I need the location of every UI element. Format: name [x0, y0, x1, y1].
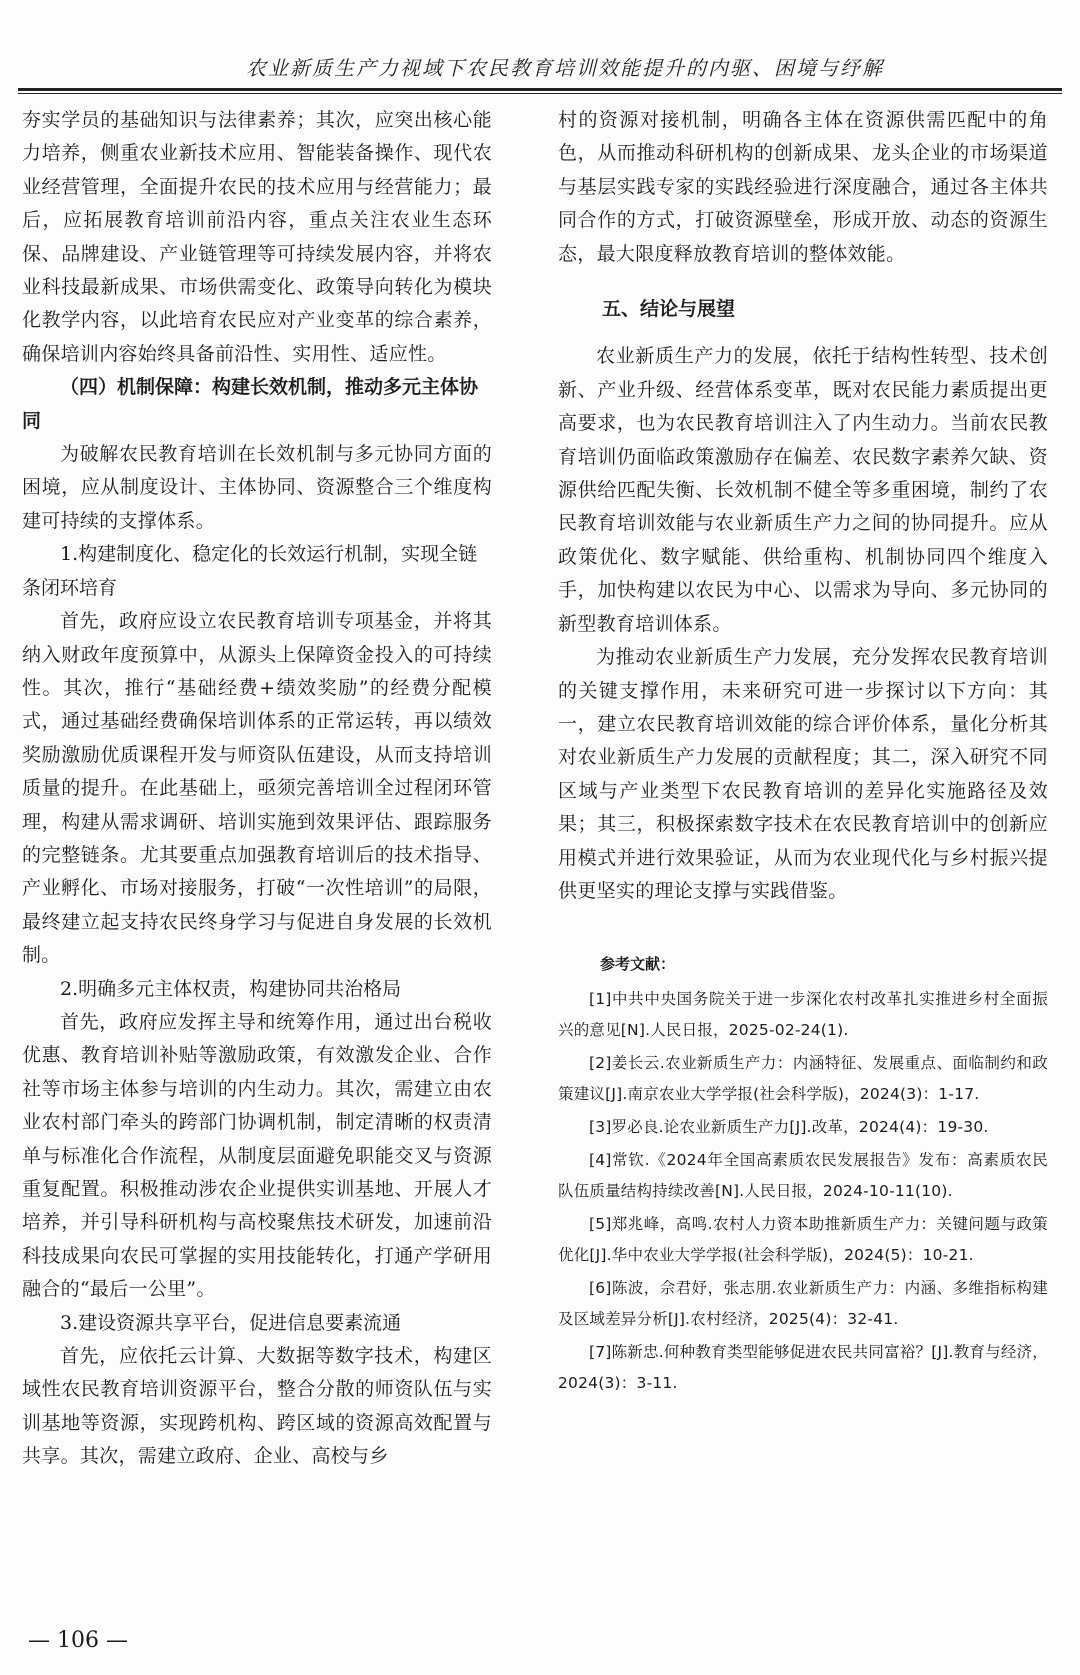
numbered-heading-3: 3.建设资源共享平台，促进信息要素流通 [60, 1311, 402, 1334]
paragraph-continued: 村的资源对接机制，明确各主体在资源供需匹配中的角色，从而推动科研机构的创新成果、龙头企业的市场渠道与基层实践专家的实践经验进行深度融合，通过各主体共同合作的方式，打破资源壁垒，形成开放、动态的资源生态，最大限度释放教育培训的整体效能。 [558, 109, 1048, 265]
subsection-heading-mechanism: （四）机制保障：构建长效机制，推动多元主体协同 [22, 376, 479, 432]
paragraph: 首先，政府应设立农民教育培训专项基金，并将其纳入财政年度预算中，从源头上保障资金投入的可持续性。其次，推行“基础经费+绩效奖励”的经费分配模式，通过基础经费确保培训体系的正常运转，再以绩效奖励激励优质课程开发与师资队伍建设，从而支持培训质量的提升。在此基础上，亟须完善培训全过程闭环管理，构建从需求调研、培训实施到效果评估、跟踪服务的完整链条。尤其要重点加强教育培训后的技术指导、产业孵化、市场对接服务，打破“一次性培训”的局限，最终建立起支持农民终身学习与促进自身发展的长效机制。 [22, 610, 492, 967]
reference-item: [4]常钦.《2024年全国高素质农民发展报告》发布：高素质农民队伍质量结构持续改善[N].人民日报，2024-10-11(10). [558, 1151, 1048, 1201]
header-rule-thin [18, 93, 1062, 94]
paragraph: 首先，政府应发挥主导和统筹作用，通过出台税收优惠、教育培训补贴等激励政策，有效激发企业、合作社等市场主体参与培训的内生动力。其次，需建立由农业农村部门牵头的跨部门协调机制，制定清晰的权责清单与标准化合作流程，从制度层面避免职能交叉与资源重复配置。积极推动涉农企业提供实训基地、开展人才培养，并引导科研机构与高校聚焦技术研发，加速前沿科技成果向农民可掌握的实用技能转化，打通产学研用融合的“最后一公里”。 [22, 1010, 492, 1301]
running-title: 农业新质生产力视域下农民教育培训效能提升的内驱、困境与纾解 [246, 56, 884, 80]
page-number: — 106 — [28, 1628, 128, 1653]
references [558, 952, 1048, 1399]
section-heading-conclusion: 五、结论与展望 [602, 298, 736, 321]
header-rule-thick [18, 88, 1062, 91]
reference-item: [1]中共中央国务院关于进一步深化农村改革扎实推进乡村全面振兴的意见[N].人民日报，2025-02-24(1). [558, 990, 1048, 1040]
paragraph-continued: 夯实学员的基础知识与法律素养；其次，应突出核心能力培养，侧重农业新技术应用、智能装备操作、现代农业经营管理，全面提升农民的技术应用与经营能力；最后，应拓展教育培训前沿内容，重点关注农业生态环保、品牌建设、产业链管理等可持续发展内容，并将农业科技最新成果、市场供需变化、政策导向转化为模块化教学内容，以此培育农民应对产业变革的综合素养，确保培训内容始终具备前沿性、实用性、适应性。 [22, 109, 492, 365]
reference-item: [2]姜长云.农业新质生产力：内涵特征、发展重点、面临制约和政策建议[J].南京农业大学学报(社会科学版)，2024(3)：1-17. [558, 1054, 1048, 1104]
numbered-heading-2: 2.明确多元主体权责，构建协同共治格局 [60, 977, 402, 1000]
reference-item: [5]郑兆峰，高鸣.农村人力资本助推新质生产力：关键问题与政策优化[J].华中农业大学学报(社会科学版)，2024(5)：10-21. [558, 1215, 1048, 1265]
paragraph: 为破解农民教育培训在长效机制与多元协同方面的困境，应从制度设计、主体协同、资源整合三个维度构建可持续的支撑体系。 [22, 443, 492, 532]
reference-item: [7]陈新忠.何种教育类型能够促进农民共同富裕？[J].教育与经济，2024(3)：3-11. [558, 1343, 1048, 1393]
reference-item: [3]罗必良.论农业新质生产力[J].改革，2024(4)：19-30. [589, 1118, 989, 1137]
right-column [558, 104, 1048, 1401]
paragraph: 农业新质生产力的发展，依托于结构性转型、技术创新、产业升级、经营体系变革，既对农民能力素质提出更高要求，也为农民教育培训注入了内生动力。当前农民教育培训仍面临政策激励存在偏差、农民数字素养欠缺、资源供给匹配失衡、长效机制不健全等多重困境，制约了农民教育培训效能与农业新质生产力之间的协同提升。应从政策优化、数字赋能、供给重构、机制协同四个维度入手，加快构建以农民为中心、以需求为导向、多元协同的新型教育培训体系。 [558, 345, 1048, 635]
reference-item: [6]陈波，佘君妤，张志朋.农业新质生产力：内涵、多维指标构建及区域差异分析[J].农村经济，2025(4)：32-41. [558, 1279, 1048, 1329]
left-column [22, 104, 492, 1474]
paragraph: 为推动农业新质生产力发展，充分发挥农民教育培训的关键支撑作用，未来研究可进一步探讨以下方向：其一，建立农民教育培训效能的综合评价体系，量化分析其对农业新质生产力发展的贡献程度；其二，深入研究不同区域与产业类型下农民教育培训的差异化实施路径及效果；其三，积极探索数字技术在农民教育培训中的创新应用模式并进行效果验证，从而为农业现代化与乡村振兴提供更坚实的理论支撑与实践借鉴。 [558, 646, 1048, 902]
numbered-heading-1: 1.构建制度化、稳定化的长效运行机制，实现全链条闭环培育 [22, 543, 478, 599]
paragraph: 首先，应依托云计算、大数据等数字技术，构建区域性农民教育培训资源平台，整合分散的师资队伍与实训基地等资源，实现跨机构、跨区域的资源高效配置与共享。其次，需建立政府、企业、高校与乡 [22, 1345, 492, 1468]
references-label: 参考文献： [600, 955, 676, 974]
running-head [0, 0, 1080, 80]
